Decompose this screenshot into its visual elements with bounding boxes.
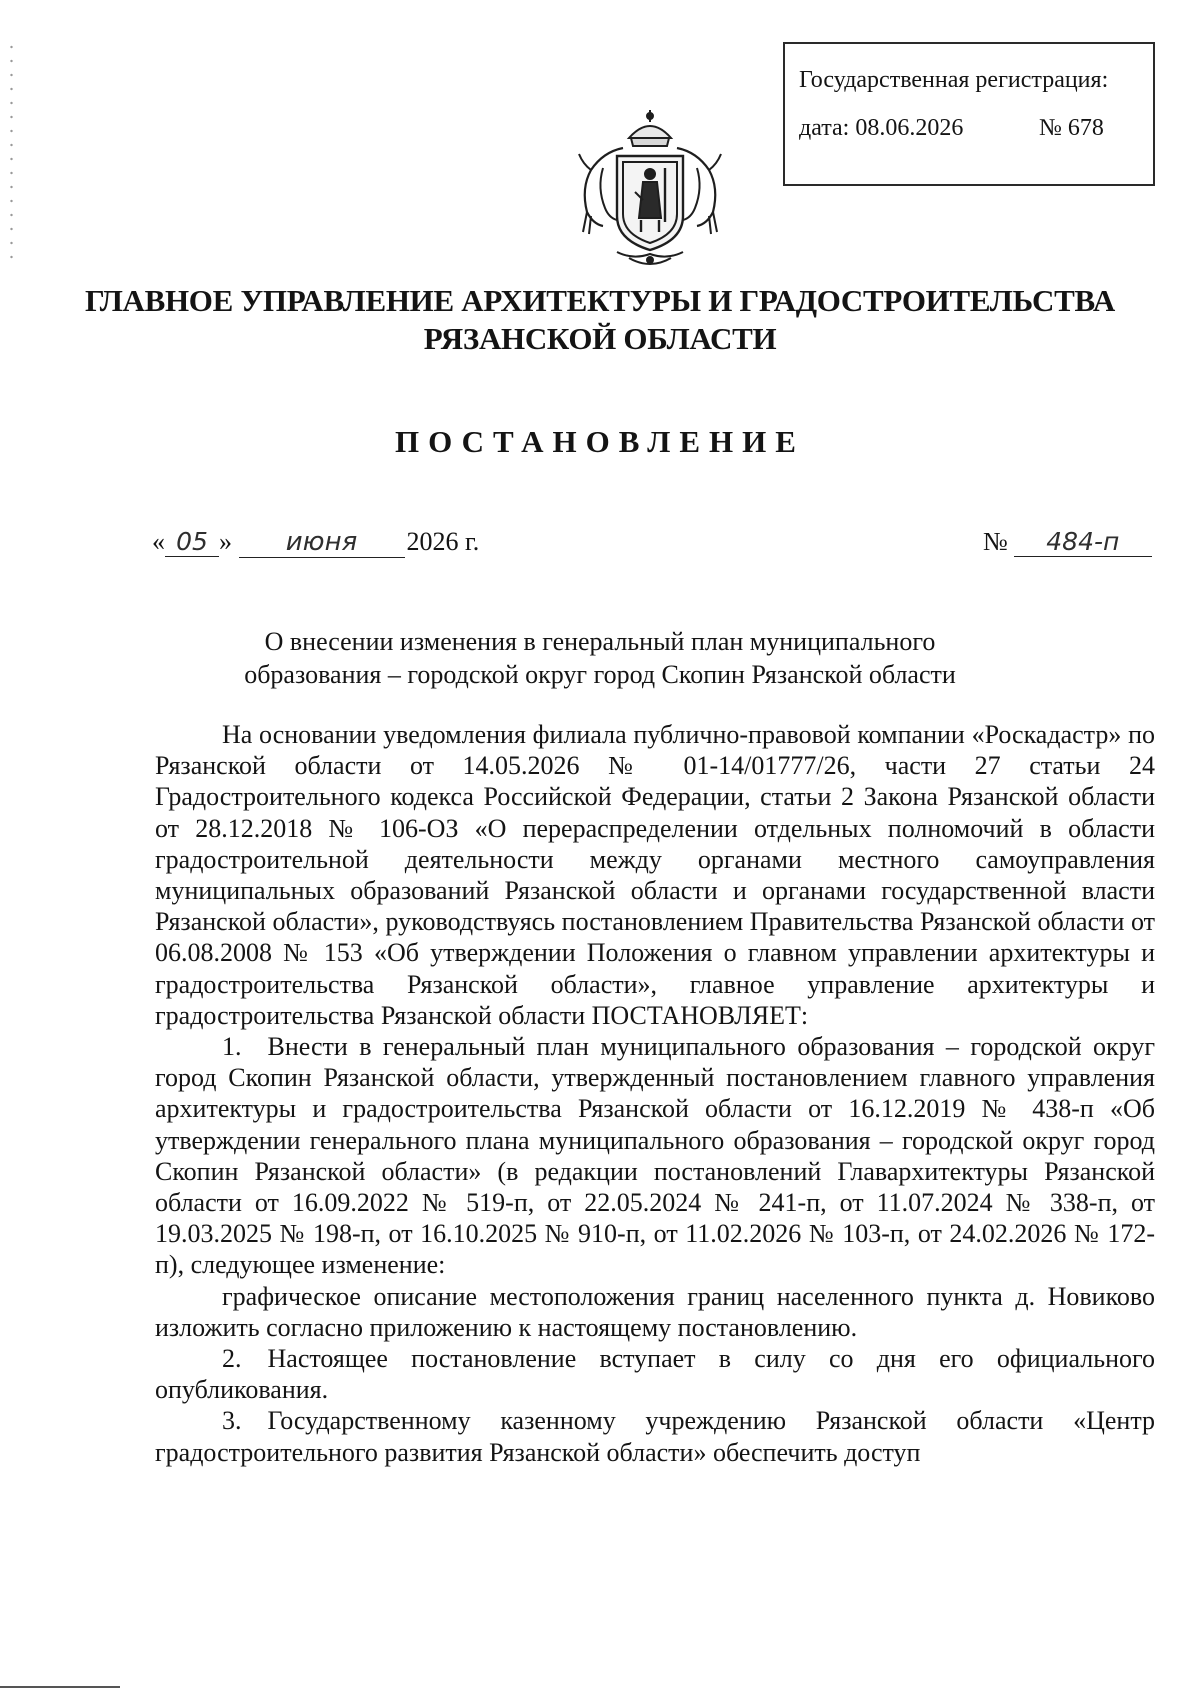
body-paragraph-item-2: 2. Настоящее постановление вступает в силу со дня его официального опубликования. [155, 1344, 1155, 1405]
body-paragraph-preamble: На основании уведомления филиала публично-правовой компании «Роскадастр» по Рязанской области от 14.05.2026 № 01-14/01777/26, части 27 статьи 24 Градостроительного кодекса Российской Федерации, статьи 2 Закона Рязанской области от 28.12.2018 № 106-ОЗ «О перераспределении отдельных полномочий в области градостроительной деятельности между органами местного самоуправления муниципальных образований Рязанской области и органами государственной власти Рязанской области», руководствуясь постановлением Правительства Рязанской области от 06.08.2008 № 153 «Об утверждении Положения о главном управлении архитектуры и градостроительства Рязанской области», главное управление архитектуры и градостроительства Рязанской области ПОСТАНОВЛЯЕТ: [155, 720, 1155, 1030]
ryazan-coat-of-arms-icon [573, 108, 727, 272]
document-date [152, 527, 479, 558]
date-open-quote: « [152, 527, 165, 556]
document-subject [160, 625, 1040, 691]
document-type-title: ПОСТАНОВЛЕНИЕ [395, 424, 805, 459]
handwritten-day: 05 [165, 528, 219, 557]
subject-line-2: образования – городской округ город Скопин Рязанской области [244, 660, 956, 689]
document-number [983, 527, 1152, 557]
registration-number: № 678 [1039, 115, 1104, 141]
agency-name-line-2: РЯЗАНСКОЙ ОБЛАСТИ [423, 321, 777, 356]
body-paragraph-item-3: 3. Государственному казенному учреждению Рязанской области «Центр градостроительного развития Рязанской области» обеспечить доступ [155, 1406, 1155, 1467]
registration-title: Государственная регистрация: [799, 67, 1109, 93]
body-paragraph-item-1: 1. Внести в генеральный план муниципального образования – городской округ город Скопин Рязанской области, утвержденный постановлением главного управления архитектуры и градостроительства Рязанской области от 16.12.2019 № 438-п «Об утверждении генерального плана муниципального образования – городской округ город Скопин Рязанской области» (в редакции постановлений Главархитектуры Рязанской области от 16.09.2022 № 519-п, от 22.05.2024 № 241-п, от 11.07.2024 № 338-п, от 19.03.2025 № 198-п, от 16.10.2025 № 910-п, от 11.02.2026 № 103-п, от 24.02.2026 № 172-п), следующее изменение: [155, 1032, 1155, 1280]
handwritten-number: 484-п [1014, 528, 1152, 557]
agency-name [60, 282, 1140, 358]
scan-edge-artifact [10, 40, 13, 260]
date-year: 2026 г. [406, 527, 480, 556]
registration-stamp [783, 42, 1155, 186]
number-prefix: № [983, 527, 1008, 556]
body-paragraph-item-1-change: графическое описание местоположения границ населенного пункта д. Новиково изложить согласно приложению к настоящему постановлению. [155, 1281, 1155, 1342]
registration-date: дата: 08.06.2026 [799, 115, 964, 141]
date-close-quote: » [219, 527, 232, 556]
agency-name-line-1: ГЛАВНОЕ УПРАВЛЕНИЕ АРХИТЕКТУРЫ И ГРАДОСТРОИТЕЛЬСТВА [84, 283, 1115, 318]
document-body [155, 719, 1155, 1468]
subject-line-1: О внесении изменения в генеральный план муниципального [264, 627, 936, 656]
registration-row [799, 114, 1139, 143]
handwritten-month: июня [239, 528, 405, 558]
scan-bottom-edge [0, 1686, 120, 1688]
